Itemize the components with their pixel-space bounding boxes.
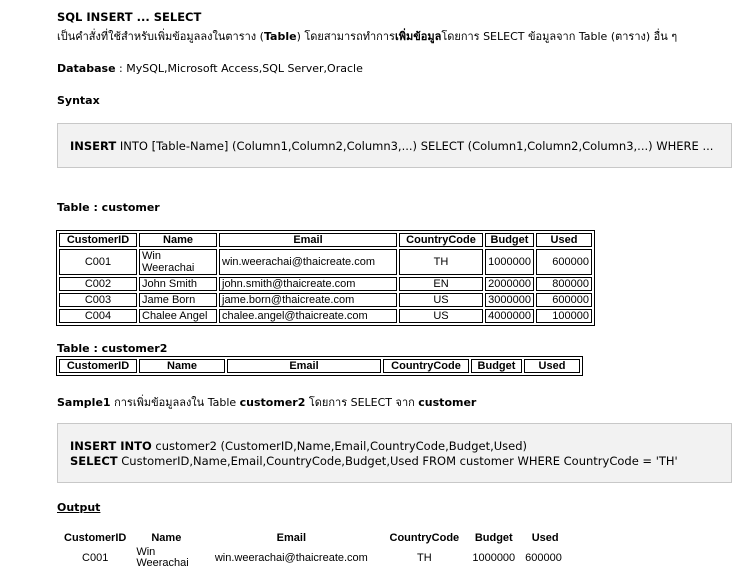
cell-email: jame.born@thaicreate.com [219, 293, 397, 307]
sample1-target: customer2 [239, 396, 306, 409]
cell-email: win.weerachai@thaicreate.com [214, 551, 368, 564]
cell-email: chalee.angel@thaicreate.com [219, 309, 397, 323]
col-header-name: Name [139, 359, 225, 373]
col-header-name: Name [151, 532, 182, 544]
col-header-budget: Budget [485, 233, 534, 247]
customer-table-title: Table : customer [57, 201, 160, 214]
desc-table-word: Table [263, 30, 297, 43]
code-keyword-select: SELECT [70, 454, 118, 468]
col-header-countrycode: CountryCode [389, 532, 460, 544]
cell-name: Win Weerachai [139, 249, 217, 275]
cell-customerid: C002 [59, 277, 137, 291]
cell-name: Jame Born [139, 293, 217, 307]
syntax-label: Syntax [57, 94, 100, 107]
col-header-email: Email [227, 359, 381, 373]
col-header-customerid: CustomerID [59, 359, 137, 373]
output-header-row [60, 533, 569, 544]
col-header-budget: Budget [471, 359, 522, 373]
syntax-rest: INTO [Table-Name] (Column1,Column2,Column3,...) SELECT (Column1,Column2,Column3,...) WHERE ... [116, 139, 714, 153]
customer2-table-header-row [59, 359, 580, 373]
sample1-text-2: โดยการ SELECT จาก [305, 396, 419, 409]
cell-used: 800000 [536, 277, 592, 291]
cell-name: John Smith [139, 277, 217, 291]
col-header-budget: Budget [474, 532, 513, 544]
cell-customerid: C003 [59, 293, 137, 307]
desc-insert-word: เพิ่มข้อมูล [394, 30, 442, 43]
cell-used: 600000 [536, 293, 592, 307]
table-row [60, 547, 569, 569]
syntax-code-box [57, 123, 732, 168]
database-value: : MySQL,Microsoft Access,SQL Server,Oracle [115, 62, 363, 75]
cell-customerid: C001 [82, 551, 109, 564]
customer-table [56, 230, 595, 326]
database-line [57, 62, 363, 75]
cell-budget: 1000000 [472, 551, 516, 564]
col-header-used: Used [536, 233, 592, 247]
cell-countrycode: TH [417, 551, 432, 564]
col-header-used: Used [531, 532, 559, 544]
page-title: SQL INSERT ... SELECT [57, 10, 202, 24]
code-keyword-insert: INSERT INTO [70, 439, 152, 453]
col-header-customerid: CustomerID [59, 233, 137, 247]
cell-budget: 1000000 [485, 249, 534, 275]
output-table [58, 530, 571, 572]
table-row [59, 249, 592, 275]
col-header-countrycode: CountryCode [383, 359, 469, 373]
cell-budget: 3000000 [485, 293, 534, 307]
cell-countrycode: EN [399, 277, 483, 291]
desc-part-1: เป็นคำสั่งที่ใช้สำหรับเพิ่มข้อมูลลงในตาราง ( [57, 30, 264, 43]
customer2-table [56, 356, 583, 376]
cell-used: 600000 [536, 249, 592, 275]
sample1-label: Sample1 [57, 396, 111, 409]
customer2-table-title: Table : customer2 [57, 342, 168, 355]
col-header-used: Used [524, 359, 580, 373]
sample1-code-line-1 [70, 439, 731, 454]
syntax-keyword: INSERT [70, 139, 117, 153]
code-line-1-text: customer2 (CustomerID,Name,Email,CountryCode,Budget,Used) [151, 439, 528, 453]
output-label: Output [57, 501, 101, 514]
cell-email: john.smith@thaicreate.com [219, 277, 397, 291]
sample1-code-box [57, 423, 732, 483]
cell-countrycode: TH [399, 249, 483, 275]
table-row [59, 309, 592, 323]
code-line-2-text: CustomerID,Name,Email,CountryCode,Budget,Used FROM customer WHERE CountryCode = 'TH' [117, 454, 678, 468]
col-header-email: Email [276, 532, 307, 544]
cell-countrycode: US [399, 293, 483, 307]
sample1-code-line-2 [70, 454, 731, 469]
cell-name: Win Weerachai [136, 546, 189, 569]
desc-part-3: โดยการ SELECT ข้อมูลจาก Table (ตาราง) อื่น ๆ [441, 30, 678, 43]
customer-table-header-row [59, 233, 592, 247]
cell-countrycode: US [399, 309, 483, 323]
cell-budget: 4000000 [485, 309, 534, 323]
database-label: Database [57, 62, 116, 75]
col-header-email: Email [219, 233, 397, 247]
table-row [59, 277, 592, 291]
cell-name: Chalee Angel [139, 309, 217, 323]
page-description [57, 27, 677, 45]
cell-used: 600000 [525, 551, 562, 564]
col-header-name: Name [139, 233, 217, 247]
sample1-heading [57, 393, 476, 411]
col-header-customerid: CustomerID [64, 532, 127, 544]
cell-customerid: C004 [59, 309, 137, 323]
col-header-countrycode: CountryCode [399, 233, 483, 247]
cell-used: 100000 [536, 309, 592, 323]
cell-email: win.weerachai@thaicreate.com [219, 249, 397, 275]
cell-budget: 2000000 [485, 277, 534, 291]
sample1-source: customer [418, 396, 477, 409]
sample1-text-1: การเพิ่มข้อมูลลงใน Table [110, 396, 240, 409]
desc-part-2: ) โดยสามารถทำการ [296, 30, 395, 43]
cell-customerid: C001 [59, 249, 137, 275]
table-row [59, 293, 592, 307]
